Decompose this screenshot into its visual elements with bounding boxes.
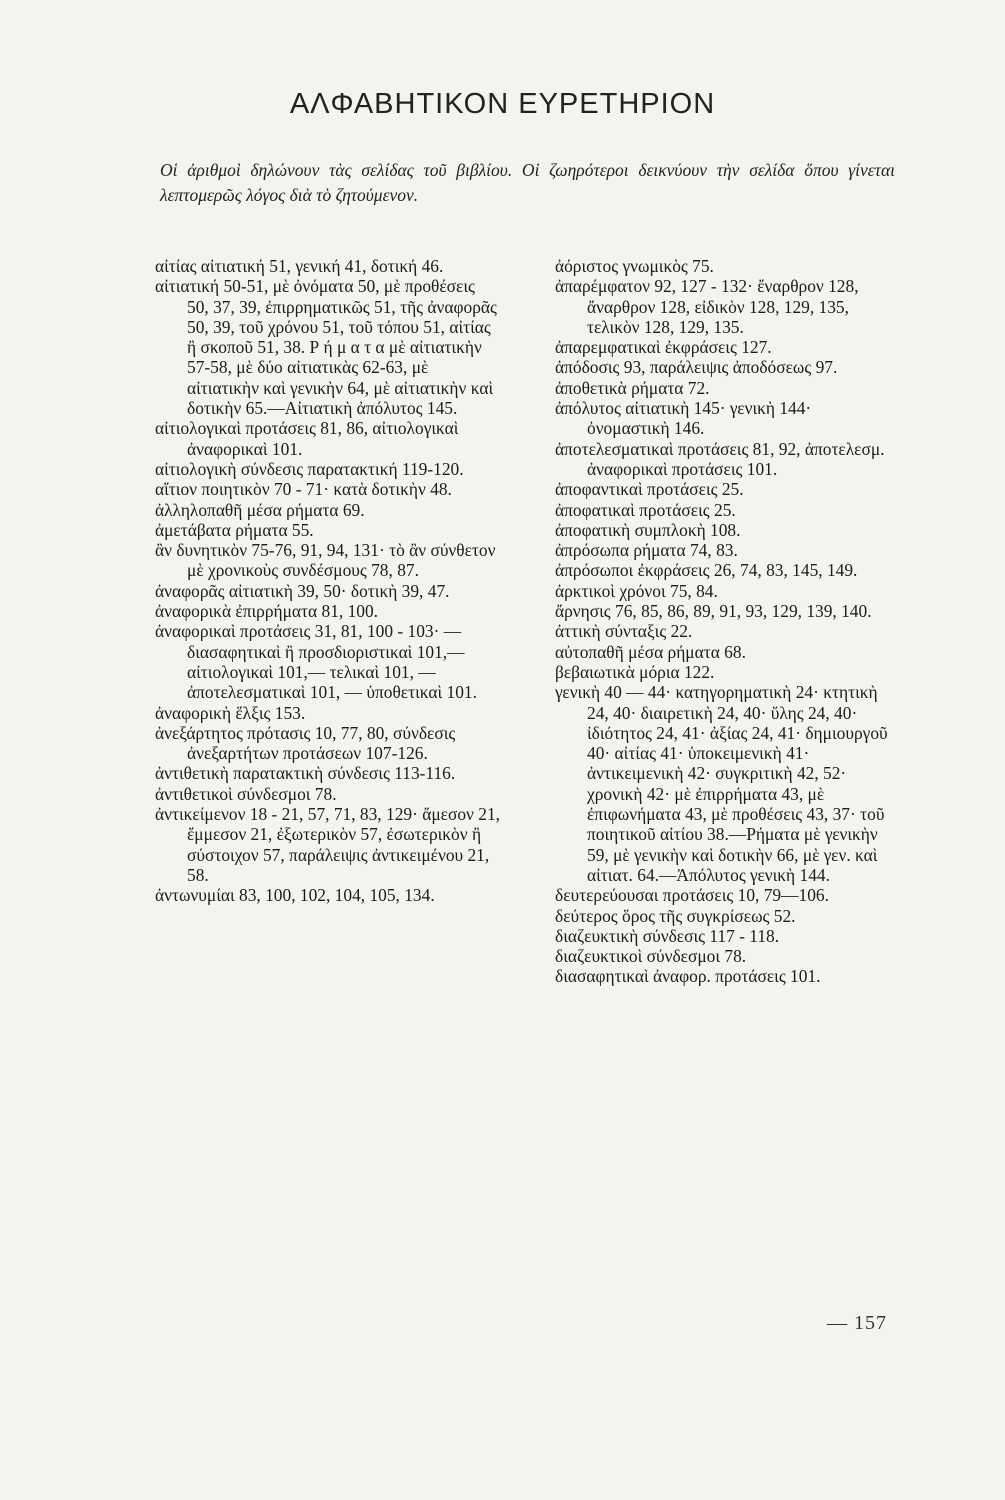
intro-note: Οἱ ἀριθμοὶ δηλώνουν τὰς σελίδας τοῦ βιβλίου. Οἱ ζωηρότεροι δεικνύουν τὴν σελίδα ὅπου γίνεται λεπτομερῶς λόγος διὰ τὸ ζητούμενον. (160, 160, 895, 205)
page-title: ΑΛΦΑΒΗΤΙΚΟΝ ΕΥΡΕΤΗΡΙΟΝ (289, 88, 716, 120)
index-entry: ἀπαρεμφατικαὶ ἐκφράσεις 127. (555, 337, 772, 358)
index-entry: ἀπόλυτος αἰτιατικὴ 145· γενικὴ 144· ὀνομαστικὴ 146. (555, 398, 812, 439)
index-entry: δεύτερος ὅρος τῆς συγκρίσεως 52. (555, 905, 796, 926)
index-entry: αἰτιατική 50-51, μὲ ὀνόματα 50, μὲ προθέσεις 50, 37, 39, ἐπιρρηματικῶς 51, τῆς ἀναφορᾶς 50, 39, τοῦ χρόνου 51, τοῦ τόπου 51, αἰτίας ἢ σκοποῦ 51, 38. Ρ ή μ α τ α μὲ αἰτιατικὴν 57-58, μὲ δύο αἰτιατικὰς 62-63, μὲ αἰτιατικὴν καὶ γενικὴν 64, μὲ αἰτιατικὴν καὶ δοτικὴν 65.—Αἰτιατικὴ ἀπόλυτος 145. (155, 276, 497, 419)
index-entry: ἀνεξάρτητος πρότασις 10, 77, 80, σύνδεσις ἀνεξαρτήτων προτάσεων 107-126. (155, 722, 456, 764)
index-entry: ἀλληλοπαθῆ μέσα ρήματα 69. (155, 499, 365, 520)
index-entry: ἀποτελεσματικαὶ προτάσεις 81, 92, ἀποτελεσμ. ἀναφορικαὶ προτάσεις 101. (555, 438, 885, 479)
index-entry: ἀναφορικαὶ προτάσεις 31, 81, 100 - 103· — διασαφητικαὶ ἢ προσδιοριστικαὶ 101,—αἰτιολογικαὶ 101,— τελικαὶ 101, — ἀποτελεσματικαὶ 101, — ὑποθετικαὶ 101. (155, 621, 477, 703)
page-number: — 157 (827, 1312, 887, 1334)
index-entry: ἄρνησις 76, 85, 86, 89, 91, 93, 129, 139, 140. (555, 601, 872, 622)
index-entry: ἀπρόσωπα ρήματα 74, 83. (555, 540, 738, 561)
index-entry: ἂν δυνητικὸν 75-76, 91, 94, 131· τὸ ἂν σύνθετον μὲ χρονικοὺς συνδέσμους 78, 87. (155, 540, 496, 581)
index-entry: ἀντωνυμίαι 83, 100, 102, 104, 105, 134. (155, 885, 435, 906)
index-column-right (555, 256, 890, 987)
index-entry: ἀττικὴ σύνταξις 22. (555, 621, 693, 642)
index-entry: γενικὴ 40 — 44· κατηγορηματικὴ 24· κτητικὴ 24, 40· διαιρετικὴ 24, 40· ὕλης 24, 40· ἰδιότητος 24, 41· ἀξίας 24, 41· δημιουργοῦ 40· αἰτίας 41· ὑποκειμενικὴ 41· ἀντικειμενικὴ 42· συγκριτικὴ 42, 52· χρονικὴ 42· μὲ ἐπιρρήματα 43, μὲ ἐπιφωνήματα 43, μὲ προθέσεις 43, 37· τοῦ ποιητικοῦ αἰτίου 38.—Ρήματα μὲ γενικὴν 59, μὲ γενικὴν καὶ δοτικὴν 66, μὲ γεν. καὶ αἰτιατ. 64.—Ἀπόλυτος γενικὴ 144. (555, 682, 888, 885)
index-entry: ἀπόδοσις 93, παράλειψις ἀποδόσεως 97. (555, 357, 838, 378)
index-entry: ἀποφατικὴ συμπλοκὴ 108. (555, 519, 741, 540)
index-entry: ἀρκτικοὶ χρόνοι 75, 84. (555, 580, 718, 601)
index-entry: διασαφητικαὶ ἀναφορ. προτάσεις 101. (555, 966, 821, 987)
index-entry: ἀποφαντικαὶ προτάσεις 25. (555, 479, 744, 500)
index-entry: διαζευκτικοὶ σύνδεσμοι 78. (555, 946, 747, 967)
index-entry: βεβαιωτικὰ μόρια 122. (555, 661, 715, 682)
index-entry: ἀντιθετικοὶ σύνδεσμοι 78. (155, 783, 337, 804)
index-entry: διαζευκτικὴ σύνδεσις 117 - 118. (555, 925, 780, 946)
index-entry: ἀναφορικὰ ἐπιρρήματα 81, 100. (155, 601, 379, 622)
index-entry: δευτερεύουσαι προτάσεις 10, 79—106. (555, 885, 829, 906)
index-entry: αἰτίας αἰτιατική 51, γενική 41, δοτική 46. (155, 256, 444, 276)
index-column-left (155, 256, 500, 906)
index-entry: ἀπαρέμφατον 92, 127 - 132· ἔναρθρον 128, ἄναρθρον 128, εἰδικὸν 128, 129, 135, τελικὸν 128, 129, 135. (555, 276, 859, 337)
index-entry: αἰτιολογικὴ σύνδεσις παρατακτική 119-120. (155, 458, 464, 479)
index-entry: ἀμετάβατα ρήματα 55. (155, 519, 314, 540)
index-entry: ἀποφατικαὶ προτάσεις 25. (555, 499, 736, 520)
index-entry: ἀντιθετικὴ παρατακτικὴ σύνδεσις 113-116. (155, 763, 456, 784)
index-entry: αὐτοπαθῆ μέσα ρήματα 68. (555, 641, 746, 662)
index-entry: ἀναφορικὴ ἕλξις 153. (155, 702, 306, 723)
index-entry: αἴτιον ποιητικὸν 70 - 71· κατὰ δοτικὴν 48. (155, 479, 452, 500)
index-entry: ἀόριστος γνωμικὸς 75. (555, 256, 714, 276)
index-entry: ἀναφορᾶς αἰτιατικὴ 39, 50· δοτικὴ 39, 47. (155, 580, 450, 601)
index-entry: ἀντικείμενον 18 - 21, 57, 71, 83, 129· ἄμεσον 21, ἔμμεσον 21, ἐξωτερικὸν 57, ἐσωτερικὸν ἢ σύστοιχον 57, παράλειψις ἀντικειμένου 21, 58. (155, 804, 500, 885)
index-entry: ἀποθετικὰ ρήματα 72. (555, 377, 710, 398)
index-entry: ἀπρόσωποι ἐκφράσεις 26, 74, 83, 145, 149. (555, 560, 858, 581)
index-entry: αἰτιολογικαὶ προτάσεις 81, 86, αἰτιολογικαὶ ἀναφορικαὶ 101. (155, 418, 459, 459)
